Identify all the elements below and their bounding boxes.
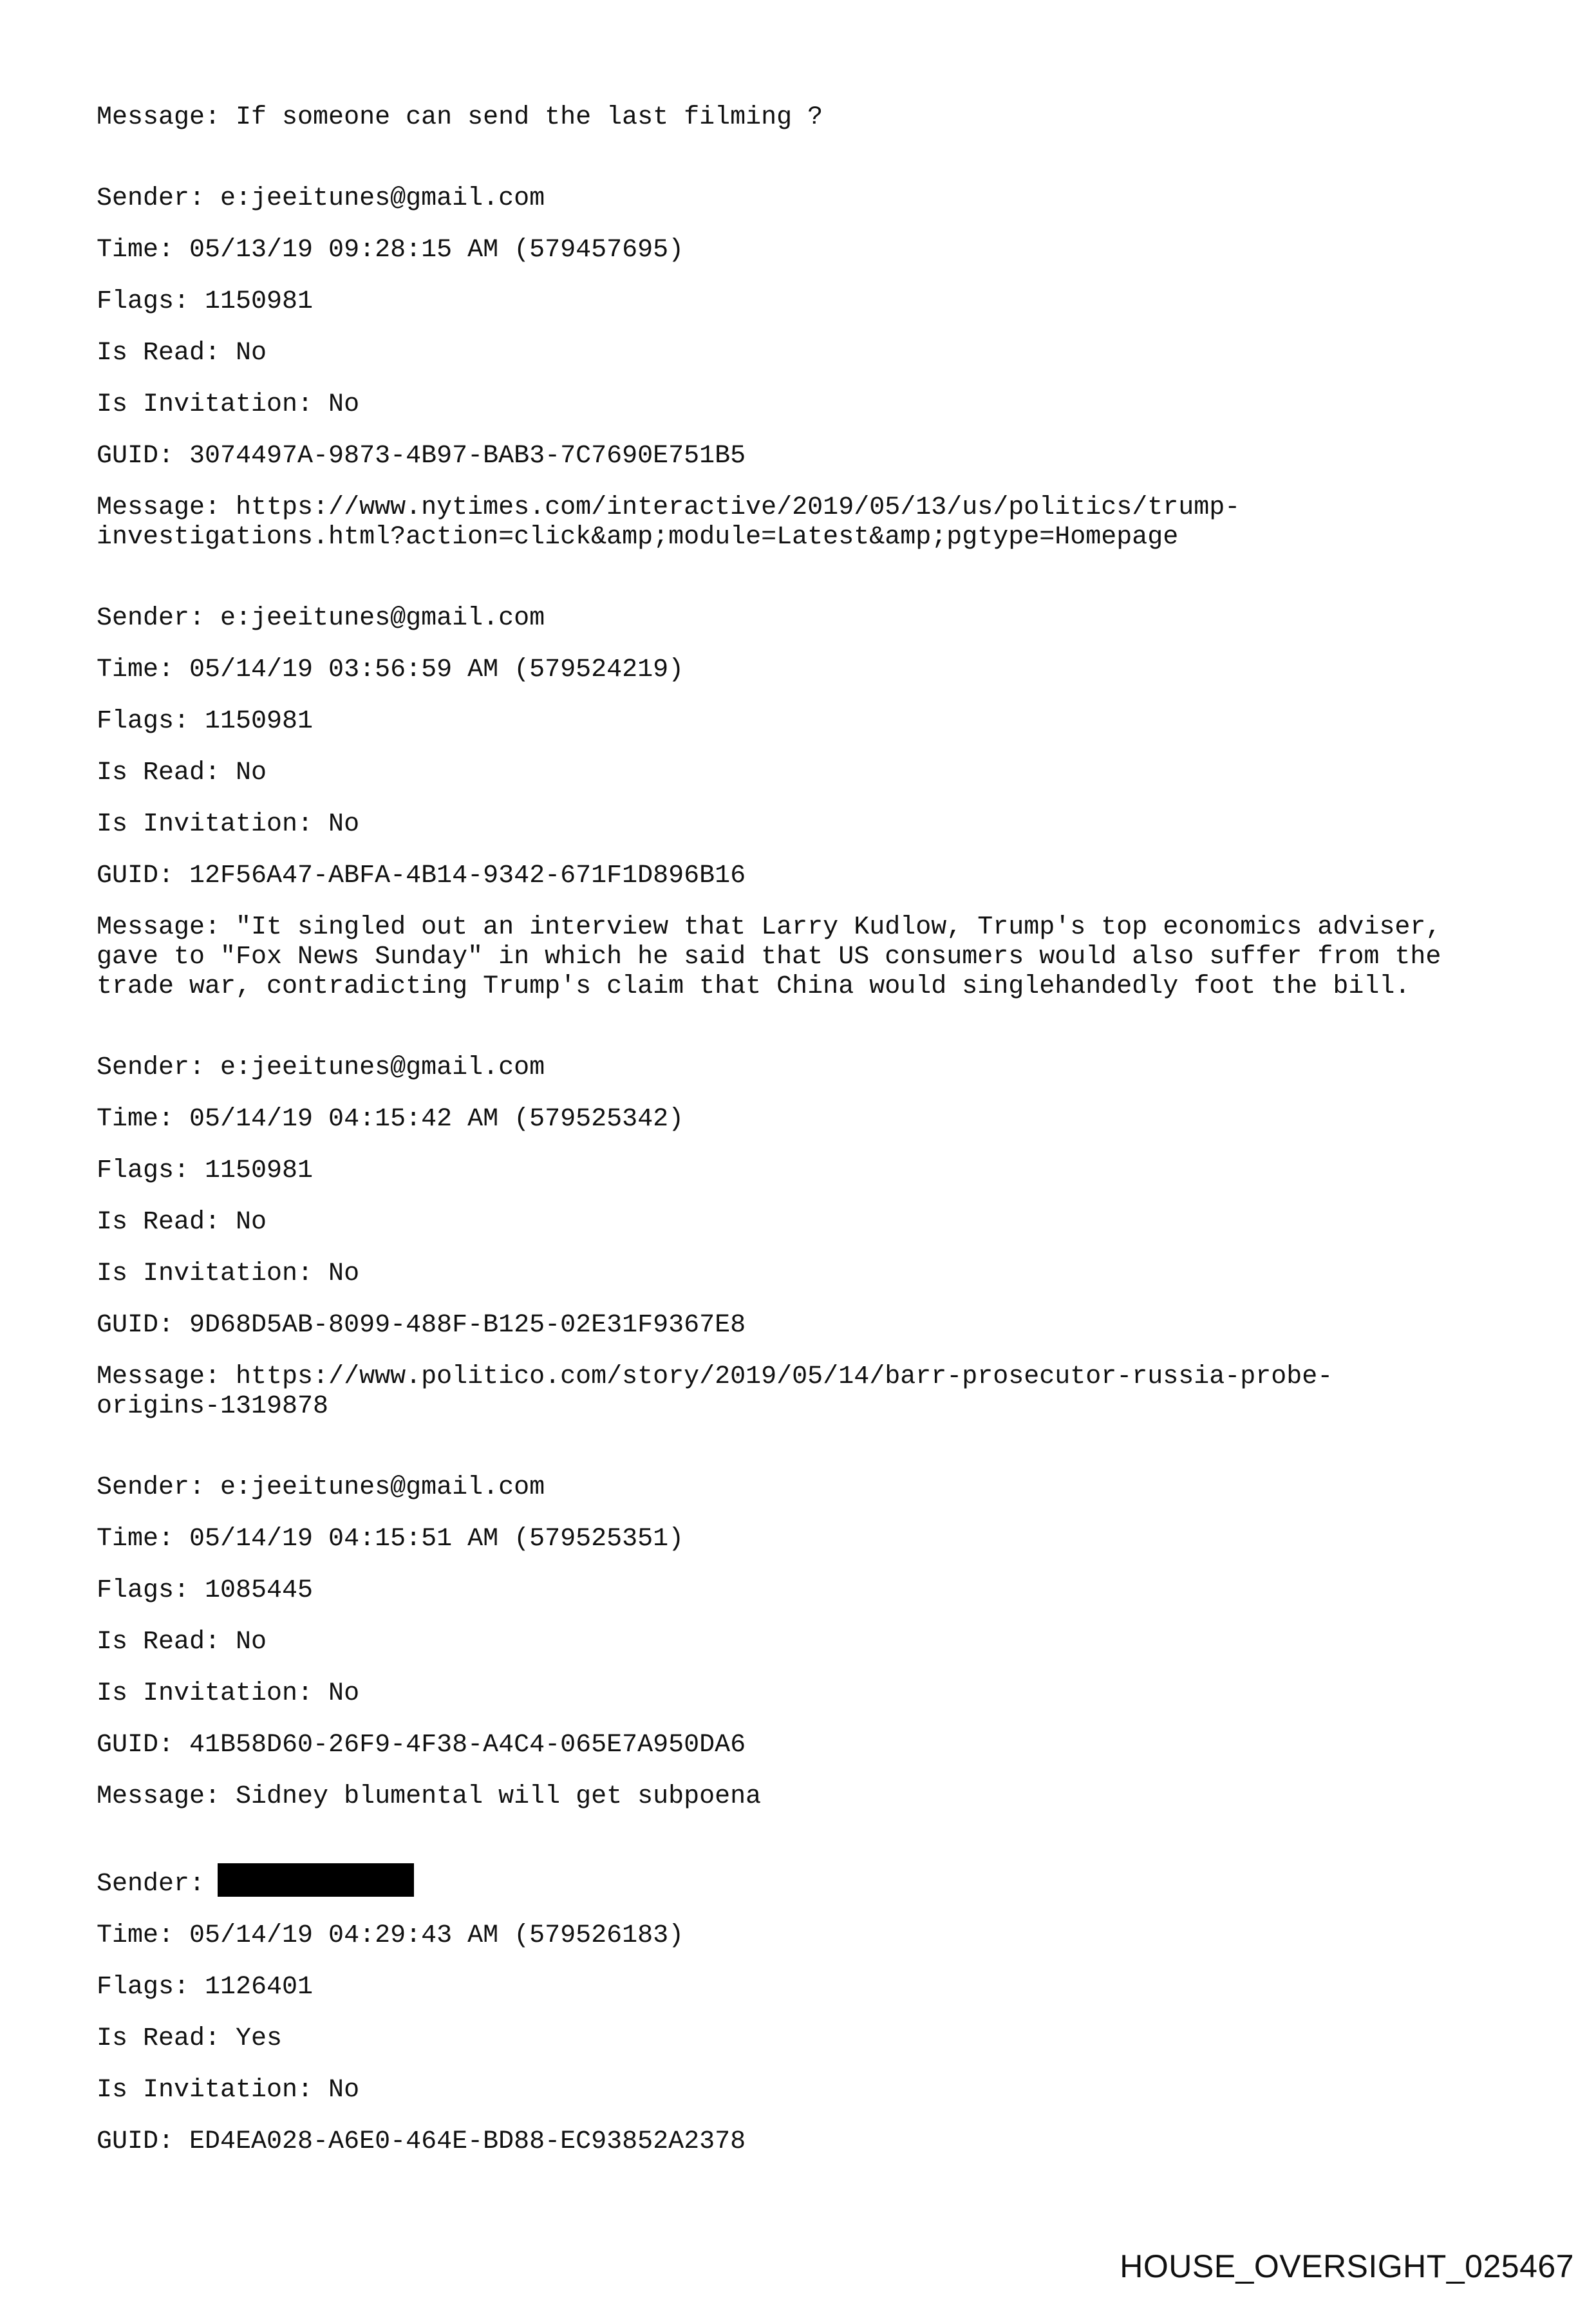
message-text: Message: https://www.politico.com/story/2019/05/14/barr-prosecutor-russia-probe- origins-1319878	[97, 1362, 1333, 1421]
time-line: Time: 05/14/19 03:56:59 AM (579524219)	[97, 655, 684, 684]
is-invitation-line: Is Invitation: No	[97, 2076, 360, 2105]
time-line: Time: 05/14/19 04:15:42 AM (579525342)	[97, 1105, 684, 1134]
message-text: Message: https://www.nytimes.com/interactive/2019/05/13/us/politics/trump- investigations.html?action=click&amp;module=Latest&amp;pgtype=Homepage	[97, 493, 1241, 552]
is-read-line: Is Read: No	[97, 339, 267, 368]
is-invitation-line: Is Invitation: No	[97, 390, 360, 419]
bates-number: HOUSE_OVERSIGHT_025467	[1120, 2248, 1574, 2284]
document-page	[97, 103, 1513, 2179]
sender-line	[97, 1863, 1513, 1899]
time-line: Time: 05/13/19 09:28:15 AM (579457695)	[97, 236, 684, 265]
flags-line: Flags: 1150981	[97, 1156, 314, 1185]
flags-line: Flags: 1126401	[97, 1973, 314, 2002]
sender-line: Sender: e:jeeitunes@gmail.com	[97, 1053, 545, 1082]
is-invitation-line: Is Invitation: No	[97, 1259, 360, 1288]
time-line: Time: 05/14/19 04:29:43 AM (579526183)	[97, 1921, 684, 1950]
redaction-box	[218, 1863, 414, 1897]
guid-line: GUID: 41B58D60-26F9-4F38-A4C4-065E7A950DA6	[97, 1731, 746, 1760]
time-line: Time: 05/14/19 04:15:51 AM (579525351)	[97, 1525, 684, 1554]
guid-line: GUID: ED4EA028-A6E0-464E-BD88-EC93852A2378	[97, 2127, 746, 2156]
flags-line: Flags: 1085445	[97, 1576, 314, 1605]
guid-line: GUID: 12F56A47-ABFA-4B14-9342-671F1D896B16	[97, 861, 746, 890]
flags-line: Flags: 1150981	[97, 707, 314, 736]
is-read-line: Is Read: No	[97, 758, 267, 787]
sender-label: Sender:	[97, 1870, 205, 1899]
is-read-line: Is Read: No	[97, 1208, 267, 1237]
message-text: Message: Sidney blumental will get subpoena	[97, 1782, 762, 1811]
is-invitation-line: Is Invitation: No	[97, 1679, 360, 1708]
sender-line: Sender: e:jeeitunes@gmail.com	[97, 604, 545, 633]
sender-line: Sender: e:jeeitunes@gmail.com	[97, 184, 545, 213]
guid-line: GUID: 3074497A-9873-4B97-BAB3-7C7690E751B5	[97, 442, 746, 471]
is-read-line: Is Read: Yes	[97, 2024, 283, 2053]
flags-line: Flags: 1150981	[97, 287, 314, 316]
is-invitation-line: Is Invitation: No	[97, 810, 360, 839]
message-text: Message: "It singled out an interview that Larry Kudlow, Trump's top economics adviser, gave to "Fox News Sunday" in which he said that US consumers would also suffer from the trade war, contradicting Trump's claim that China would singlehandedly foot the bill.	[97, 913, 1441, 1001]
message-text: Message: If someone can send the last filming ?	[97, 103, 823, 132]
guid-line: GUID: 9D68D5AB-8099-488F-B125-02E31F9367E8	[97, 1311, 746, 1340]
is-read-line: Is Read: No	[97, 1628, 267, 1657]
sender-line: Sender: e:jeeitunes@gmail.com	[97, 1473, 545, 1502]
